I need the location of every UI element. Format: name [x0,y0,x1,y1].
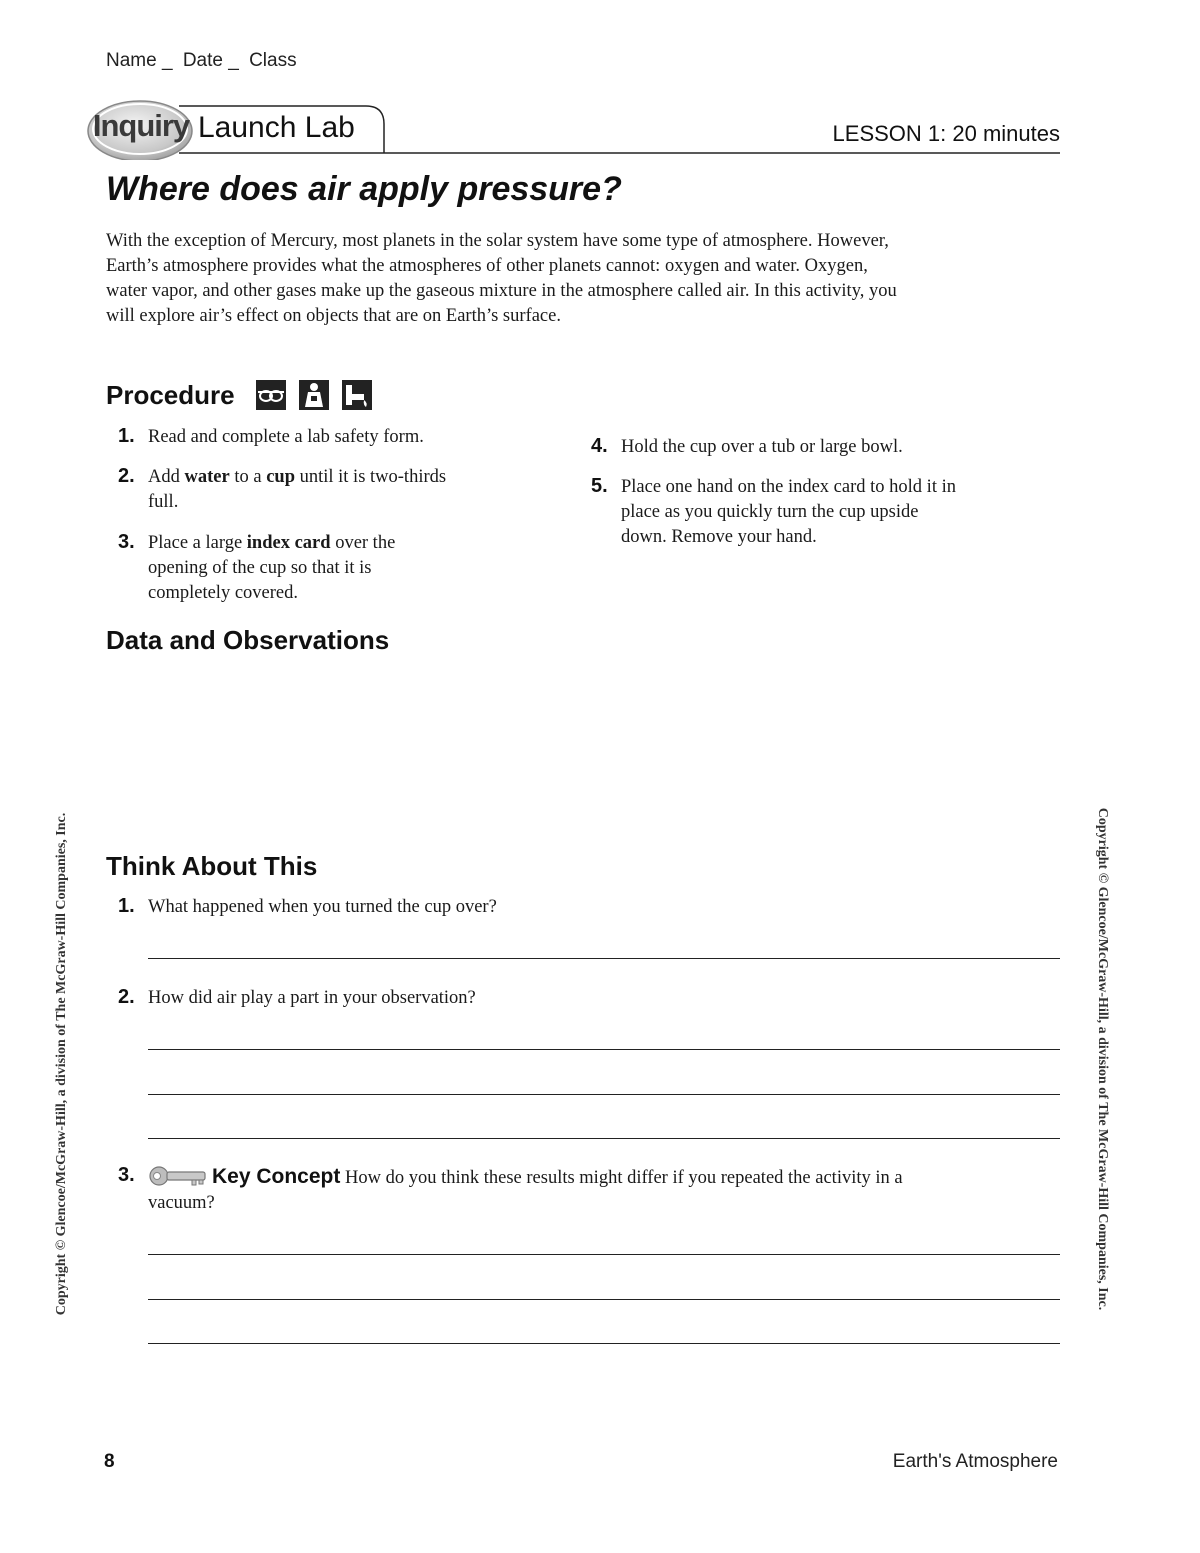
step-text: Add [148,467,185,487]
lab-apron-icon [299,380,329,410]
answer-line[interactable] [148,1254,1060,1255]
date-label: Date _ [182,50,239,71]
step-text: Place one hand on the index card to hold it in place as you quickly turn the cup upside down. Remove your hand. [621,477,956,547]
intro-paragraph: With the exception of Mercury, most planets in the solar system have some type of atmosphere. However, Earth’s atmosphere provides what the atmospheres of other planets cannot: oxygen and water. Oxygen, water vapor, and other gases make up the gaseous mixture in the atmosphere called air. In this activity, you will explore air’s effect on objects that are on Earth’s surface. [106,231,897,326]
procedure-heading: Procedure [106,380,235,410]
step-number: 1. [118,425,135,447]
question-number: 3. [118,1164,135,1186]
answer-line[interactable] [148,958,1060,959]
safety-icons [256,380,381,410]
question-text: What happened when you turned the cup over? [148,897,497,917]
answer-line[interactable] [148,1343,1060,1344]
name-label: Name _ [106,50,173,71]
copyright-right: Copyright © Glencoe/McGraw-Hill, a division of The McGraw-Hill Companies, Inc. [1095,807,1110,1311]
procedure-step [118,531,458,606]
question-1 [118,895,1048,920]
step-text: Read and complete a lab safety form. [148,427,424,447]
step-number: 4. [591,435,608,457]
spill-hazard-icon [342,380,372,410]
launch-lab-label: Launch Lab [198,111,355,144]
safety-goggles-icon [256,380,286,410]
material-index-card: index card [246,533,331,553]
material-cup: cup [266,467,295,487]
copyright-left: Copyright © Glencoe/McGraw-Hill, a division of The McGraw-Hill Companies, Inc. [54,812,69,1316]
inquiry-label: Inquiry [92,108,190,143]
class-label: Class [249,50,297,71]
lab-banner [84,94,1060,160]
page-title: Where does air apply pressure? [106,170,622,208]
data-observations-heading: Data and Observations [106,625,390,655]
procedure-step [591,475,966,550]
step-text: Place a large [148,533,247,553]
question-text: How do you think these results might differ if you repeated the activity in a vacuum? [148,1168,903,1213]
answer-line[interactable] [148,1049,1060,1050]
think-about-this-heading: Think About This [106,851,318,881]
answer-line[interactable] [148,1138,1060,1139]
procedure-step [118,465,458,515]
answer-line[interactable] [148,1094,1060,1095]
material-water: water [184,467,230,487]
question-2 [118,986,1048,1011]
answer-line[interactable] [148,1299,1060,1300]
header-line [106,50,302,72]
key-icon [148,1165,208,1187]
page-number: 8 [104,1451,115,1472]
step-number: 5. [591,475,608,497]
question-3 [118,1164,938,1216]
step-text: over the opening of the cup so that it is completely covered. [148,533,396,603]
question-number: 1. [118,895,135,917]
procedure-step [591,435,966,460]
procedure-step [118,425,488,450]
step-number: 2. [118,465,135,487]
step-number: 3. [118,531,135,553]
step-text: until it is two-thirds full. [148,467,447,512]
question-number: 2. [118,986,135,1008]
footer-title: Earth's Atmosphere [892,1451,1058,1472]
key-concept-label: Key Concept [212,1165,341,1188]
step-text: to a [229,467,267,487]
lesson-time: LESSON 1: 20 minutes [832,121,1060,146]
step-text: Hold the cup over a tub or large bowl. [621,437,903,457]
question-text: How did air play a part in your observation? [148,988,476,1008]
